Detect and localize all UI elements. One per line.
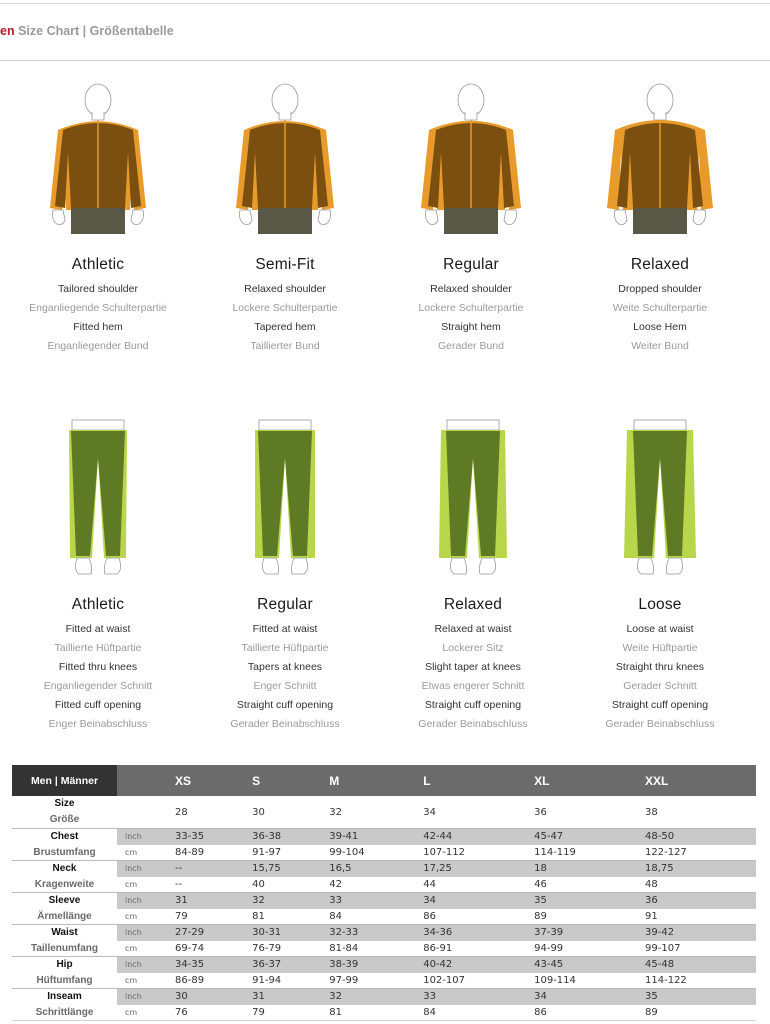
fit-title: Athletic xyxy=(71,256,125,273)
size-value-cell: 30 xyxy=(252,806,265,818)
row-label-waist: Taillenumfang xyxy=(30,942,99,954)
pants-illustration xyxy=(378,418,568,596)
fit-feature-en: Relaxed shoulder xyxy=(430,283,512,295)
sleeve-cm-value: 89 xyxy=(534,910,547,922)
chest-inch-value: 45-47 xyxy=(534,829,645,845)
fit-feature-de: Enganliegender Bund xyxy=(47,340,149,352)
tops-fit-card-athletic xyxy=(3,80,193,356)
fit-title: Relaxed xyxy=(443,596,503,613)
waist-inch-value: 32-33 xyxy=(329,925,423,941)
table-row-hip-inch xyxy=(12,957,756,973)
fit-feature-de: Gerader Beinabschluss xyxy=(230,718,340,730)
sleeve-inch-value: 33 xyxy=(329,893,423,909)
unit-inch: inch xyxy=(117,925,175,941)
pants-figure-icon xyxy=(433,418,513,583)
pants-figure-icon xyxy=(58,418,138,583)
chest-inch-value: 48-50 xyxy=(645,829,756,845)
fit-feature-de: Enganliegende Schulterpartie xyxy=(29,302,167,314)
neck-cm-value: 48 xyxy=(645,878,658,890)
neck-inch-value: 18,75 xyxy=(645,861,756,877)
sleeve-inch-value: 34 xyxy=(423,893,534,909)
fit-feature-de: Taillierte Hüftpartie xyxy=(54,642,142,654)
jacket-illustration xyxy=(565,80,755,256)
row-label-sleeve: Ärmellänge xyxy=(37,910,92,922)
size-value-cell: 32 xyxy=(329,806,342,818)
fit-feature-de: Gerader Beinabschluss xyxy=(605,718,715,730)
table-row-neck-cm xyxy=(12,877,756,893)
title-text: Size Chart | Größentabelle xyxy=(18,24,174,38)
fit-title: Loose xyxy=(638,596,682,613)
waist-cm-value: 99-107 xyxy=(645,942,681,954)
chest-cm-value: 122-127 xyxy=(645,846,687,858)
jacket-figure-icon xyxy=(416,80,526,240)
neck-cm-value: 40 xyxy=(252,878,265,890)
fit-feature-de: Lockere Schulterpartie xyxy=(418,302,524,314)
row-label-de: Größe xyxy=(49,814,80,825)
row-label-inseam: Schrittlänge xyxy=(12,1005,117,1021)
fit-feature-en: Fitted hem xyxy=(73,321,123,333)
size-value-cell: 38 xyxy=(645,806,658,818)
bottoms-fit-card-relaxed xyxy=(378,418,568,734)
size-header-xl: XL xyxy=(534,765,645,796)
waist-inch-value: 27-29 xyxy=(175,925,252,941)
row-label-chest: Chest xyxy=(12,829,117,845)
waist-cm-value: 94-99 xyxy=(534,942,564,954)
tops-fit-card-semi-fit xyxy=(190,80,380,356)
chest-inch-value: 39-41 xyxy=(329,829,423,845)
hip-inch-value: 43-45 xyxy=(534,957,645,973)
neck-cm-value: -- xyxy=(175,878,183,890)
hip-cm-value: 102-107 xyxy=(423,974,465,986)
row-label-sleeve: Sleeve xyxy=(12,893,117,909)
waist-cm-value: 69-74 xyxy=(175,942,205,954)
size-value-cell: 36 xyxy=(534,806,547,818)
sleeve-cm-value: 81 xyxy=(252,910,265,922)
unit-cell-empty xyxy=(117,796,175,829)
waist-cm-value: 86-91 xyxy=(423,942,453,954)
chest-cm-value: 91-97 xyxy=(252,846,282,858)
fit-feature-de: Gerader Bund xyxy=(438,340,504,352)
size-header-xxl: XXL xyxy=(645,765,756,796)
inseam-inch-value: 33 xyxy=(423,989,534,1005)
pants-illustration xyxy=(565,418,755,596)
table-row-sleeve-inch xyxy=(12,893,756,909)
bottoms-fit-card-regular xyxy=(190,418,380,734)
waist-cm-value: 76-79 xyxy=(252,942,282,954)
inseam-inch-value: 32 xyxy=(329,989,423,1005)
fit-feature-en: Loose Hem xyxy=(633,321,687,333)
inseam-cm-value: 79 xyxy=(252,1005,329,1021)
size-value-cell: 34 xyxy=(423,806,436,818)
fit-title: Semi-Fit xyxy=(255,256,315,273)
fit-feature-en: Straight cuff opening xyxy=(611,699,709,711)
fit-feature-de: Enger Beinabschluss xyxy=(48,718,148,730)
inseam-inch-value: 34 xyxy=(534,989,645,1005)
fit-feature-de: Taillierte Hüftpartie xyxy=(241,642,329,654)
hip-inch-value: 36-37 xyxy=(252,957,329,973)
neck-inch-value: 16,5 xyxy=(329,861,423,877)
sleeve-cm-value: 79 xyxy=(175,910,188,922)
waist-inch-value: 34-36 xyxy=(423,925,534,941)
unit-cm: cm xyxy=(125,943,138,953)
fit-feature-en: Straight cuff opening xyxy=(236,699,334,711)
fit-title: Regular xyxy=(257,596,313,613)
neck-inch-value: -- xyxy=(175,861,252,877)
row-label-en: Size xyxy=(54,798,75,809)
fit-feature-en: Dropped shoulder xyxy=(618,283,702,295)
inseam-cm-value: 84 xyxy=(423,1005,534,1021)
sleeve-inch-value: 31 xyxy=(175,893,252,909)
jacket-illustration xyxy=(3,80,193,256)
chest-inch-value: 42-44 xyxy=(423,829,534,845)
fit-feature-de: Lockerer Sitz xyxy=(442,642,504,654)
hip-cm-value: 109-114 xyxy=(534,974,576,986)
fit-feature-de: Enger Schnitt xyxy=(253,680,317,692)
size-header-xs: XS xyxy=(175,765,252,796)
table-row-chest-inch xyxy=(12,829,756,845)
tops-fit-card-relaxed xyxy=(565,80,755,356)
unit-inch: inch xyxy=(117,989,175,1005)
size-header-s: S xyxy=(252,765,329,796)
fit-feature-en: Fitted thru knees xyxy=(58,661,138,673)
unit-header xyxy=(117,765,175,796)
neck-inch-value: 17,25 xyxy=(423,861,534,877)
neck-cm-value: 42 xyxy=(329,878,342,890)
jacket-illustration xyxy=(376,80,566,256)
table-row-waist-inch xyxy=(12,925,756,941)
inseam-inch-value: 30 xyxy=(175,989,252,1005)
inseam-cm-value: 76 xyxy=(175,1005,252,1021)
hip-cm-value: 91-94 xyxy=(252,974,282,986)
sleeve-inch-value: 35 xyxy=(534,893,645,909)
unit-cm: cm xyxy=(125,847,138,857)
fit-feature-en: Straight thru knees xyxy=(615,661,705,673)
chest-inch-value: 36-38 xyxy=(252,829,329,845)
table-row-chest-cm xyxy=(12,845,756,861)
bottoms-fit-card-loose xyxy=(565,418,755,734)
table-row-inseam-inch xyxy=(12,989,756,1005)
table-row-size xyxy=(12,796,756,829)
neck-cm-value: 46 xyxy=(534,878,547,890)
hip-cm-value: 114-122 xyxy=(645,974,687,986)
page-title xyxy=(0,24,174,44)
inseam-cm-value: 86 xyxy=(534,1005,645,1021)
neck-cm-value: 44 xyxy=(423,878,436,890)
pants-figure-icon xyxy=(245,418,325,583)
inseam-cm-value: 89 xyxy=(645,1005,756,1021)
header-divider xyxy=(0,60,770,61)
fit-feature-en: Straight cuff opening xyxy=(424,699,522,711)
pants-figure-icon xyxy=(620,418,700,583)
tops-fit-card-regular xyxy=(376,80,566,356)
row-label-hip: Hip xyxy=(12,957,117,973)
bottoms-fit-card-athletic xyxy=(3,418,193,734)
fit-feature-en: Fitted at waist xyxy=(252,623,318,635)
jacket-figure-icon xyxy=(43,80,153,240)
pants-illustration xyxy=(3,418,193,596)
unit-cm: cm xyxy=(125,975,138,985)
size-header-m: M xyxy=(329,765,423,796)
unit-cm: cm xyxy=(117,1005,175,1021)
pants-illustration xyxy=(190,418,380,596)
row-label-size xyxy=(12,796,117,829)
row-label-neck: Neck xyxy=(12,861,117,877)
size-header-l: L xyxy=(423,765,534,796)
title-accent: en xyxy=(0,24,15,38)
row-label-inseam: Inseam xyxy=(12,989,117,1005)
fit-title: Regular xyxy=(443,256,499,273)
table-corner-label: Men | Männer xyxy=(12,765,117,796)
hip-inch-value: 34-35 xyxy=(175,957,252,973)
top-divider xyxy=(0,3,770,4)
unit-cm: cm xyxy=(125,879,138,889)
row-label-hip: Hüftumfang xyxy=(36,974,93,986)
fit-feature-en: Relaxed at waist xyxy=(434,623,512,635)
hip-inch-value: 45-48 xyxy=(645,957,756,973)
chest-cm-value: 107-112 xyxy=(423,846,465,858)
waist-inch-value: 39-42 xyxy=(645,925,756,941)
fit-feature-en: Straight hem xyxy=(441,321,501,333)
fit-feature-de: Weite Schulterpartie xyxy=(612,302,708,314)
inseam-inch-value: 35 xyxy=(645,989,756,1005)
unit-cm: cm xyxy=(125,911,138,921)
row-label-waist: Waist xyxy=(12,925,117,941)
neck-inch-value: 15,75 xyxy=(252,861,329,877)
fit-feature-en: Fitted at waist xyxy=(65,623,131,635)
sleeve-cm-value: 84 xyxy=(329,910,342,922)
fit-feature-en: Relaxed shoulder xyxy=(244,283,326,295)
waist-cm-value: 81-84 xyxy=(329,942,359,954)
fit-feature-de: Gerader Beinabschluss xyxy=(418,718,528,730)
table-row-sleeve-cm xyxy=(12,909,756,925)
fit-feature-de: Weiter Bund xyxy=(631,340,689,352)
fit-feature-de: Enganliegender Schnitt xyxy=(43,680,153,692)
fit-feature-en: Slight taper at knees xyxy=(425,661,521,673)
sleeve-cm-value: 91 xyxy=(645,910,658,922)
fit-feature-de: Etwas engerer Schnitt xyxy=(421,680,525,692)
sleeve-inch-value: 32 xyxy=(252,893,329,909)
fit-feature-en: Fitted cuff opening xyxy=(54,699,142,711)
chest-cm-value: 114-119 xyxy=(534,846,576,858)
fit-feature-de: Gerader Schnitt xyxy=(623,680,697,692)
size-table xyxy=(12,765,756,1021)
row-label-neck: Kragenweite xyxy=(34,878,95,890)
jacket-illustration xyxy=(190,80,380,256)
table-header-row xyxy=(12,765,756,796)
chest-cm-value: 99-104 xyxy=(329,846,365,858)
table-row-neck-inch xyxy=(12,861,756,877)
waist-inch-value: 37-39 xyxy=(534,925,645,941)
inseam-cm-value: 81 xyxy=(329,1005,423,1021)
jacket-figure-icon xyxy=(230,80,340,240)
hip-inch-value: 38-39 xyxy=(329,957,423,973)
hip-cm-value: 97-99 xyxy=(329,974,359,986)
fit-feature-en: Loose at waist xyxy=(626,623,694,635)
unit-inch: inch xyxy=(117,829,175,845)
table-row-hip-cm xyxy=(12,973,756,989)
sleeve-inch-value: 36 xyxy=(645,893,756,909)
fit-feature-en: Tapers at knees xyxy=(247,661,323,673)
row-label-chest: Brustumfang xyxy=(33,846,96,858)
waist-inch-value: 30-31 xyxy=(252,925,329,941)
hip-cm-value: 86-89 xyxy=(175,974,205,986)
unit-inch: inch xyxy=(117,893,175,909)
fit-feature-de: Taillierter Bund xyxy=(250,340,320,352)
size-value-cell: 28 xyxy=(175,806,188,818)
fit-feature-de: Weite Hüftpartie xyxy=(622,642,698,654)
jacket-figure-icon xyxy=(605,80,715,240)
fit-title: Relaxed xyxy=(630,256,690,273)
hip-inch-value: 40-42 xyxy=(423,957,534,973)
inseam-inch-value: 31 xyxy=(252,989,329,1005)
neck-inch-value: 18 xyxy=(534,861,645,877)
unit-inch: inch xyxy=(117,957,175,973)
fit-title: Athletic xyxy=(71,596,125,613)
chest-inch-value: 33-35 xyxy=(175,829,252,845)
fit-feature-de: Lockere Schulterpartie xyxy=(232,302,338,314)
chest-cm-value: 84-89 xyxy=(175,846,205,858)
table-row-waist-cm xyxy=(12,941,756,957)
sleeve-cm-value: 86 xyxy=(423,910,436,922)
fit-feature-en: Tapered hem xyxy=(254,321,316,333)
table-row-inseam-cm xyxy=(12,1005,756,1021)
unit-inch: inch xyxy=(117,861,175,877)
fit-feature-en: Tailored shoulder xyxy=(58,283,138,295)
